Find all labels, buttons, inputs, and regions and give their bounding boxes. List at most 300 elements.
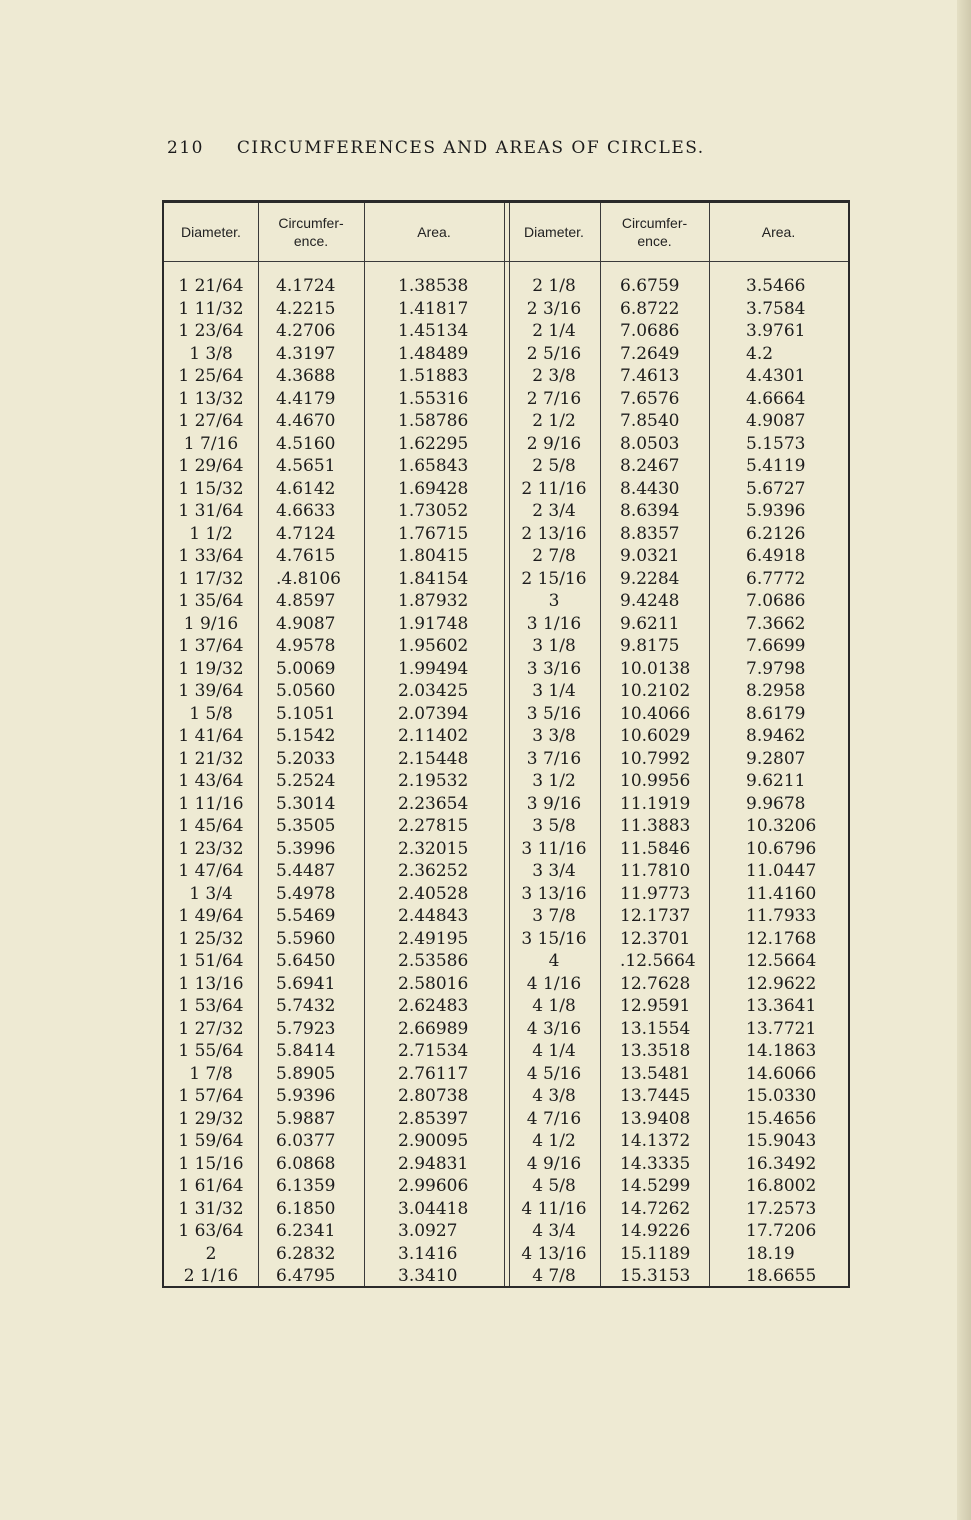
diameter-cell: 2 1/16 <box>183 1266 239 1286</box>
circumference-cell: 5.3505 <box>276 816 336 836</box>
circumference-cell: 8.8357 <box>620 523 680 544</box>
table-row <box>164 658 848 681</box>
table-row <box>164 1265 848 1288</box>
diameter-cell: 3 3/8 <box>532 726 576 746</box>
circumference-cell: 5.1051 <box>276 703 336 724</box>
area-cell: 15.4656 <box>746 1108 817 1129</box>
diameter-cell: 1 59/64 <box>178 1131 244 1151</box>
circumference-cell: 5.0069 <box>276 658 336 679</box>
area-cell: 7.9798 <box>746 658 806 679</box>
table-row <box>164 1153 848 1176</box>
page-header <box>167 138 705 158</box>
circumference-cell: 4.2706 <box>276 321 336 341</box>
diameter-cell: 1 25/32 <box>178 928 244 949</box>
circumference-cell: 6.0377 <box>276 1131 336 1151</box>
area-cell: 3.3410 <box>398 1266 458 1286</box>
diameter-cell: 4 3/16 <box>526 1018 582 1039</box>
table-row <box>164 1018 848 1041</box>
diameter-cell: 3 7/16 <box>526 748 582 769</box>
diameter-cell: 2 1/4 <box>532 321 576 341</box>
diameter-cell: 3 11/16 <box>521 838 587 859</box>
area-cell: 16.3492 <box>746 1153 817 1174</box>
circumference-cell: 12.1737 <box>620 906 691 926</box>
diameter-cell: 1 23/32 <box>178 838 244 859</box>
circumference-cell: 7.8540 <box>620 411 680 431</box>
diameter-cell: 1 47/64 <box>178 861 244 881</box>
diameter-cell: 3 15/16 <box>521 928 587 949</box>
table-row <box>164 1063 848 1086</box>
diameter-cell: 1 61/64 <box>178 1176 244 1196</box>
diameter-cell: 1 9/16 <box>183 613 239 634</box>
area-cell: 7.6699 <box>746 636 806 656</box>
circumference-cell: 8.0503 <box>620 433 680 454</box>
table-row <box>164 1108 848 1131</box>
area-cell: 8.2958 <box>746 681 806 701</box>
diameter-cell: 4 1/8 <box>532 996 576 1016</box>
diameter-cell: 1 5/8 <box>189 703 233 724</box>
circumference-cell: .12.5664 <box>620 951 696 971</box>
area-cell: 1.41817 <box>398 298 469 319</box>
area-cell: 9.6211 <box>746 771 806 791</box>
area-cell: 4.9087 <box>746 411 806 431</box>
area-cell: 15.0330 <box>746 1086 817 1106</box>
diameter-cell: 4 5/16 <box>526 1063 582 1084</box>
diameter-cell: 2 3/8 <box>532 366 576 386</box>
circles-table <box>162 200 850 1288</box>
table-row <box>164 725 848 748</box>
circumference-cell: 8.2467 <box>620 456 680 476</box>
circumference-cell: 5.7923 <box>276 1018 336 1039</box>
diameter-cell: 4 7/8 <box>532 1266 576 1286</box>
table-row <box>164 410 848 433</box>
area-cell: 1.55316 <box>398 388 469 409</box>
circumference-cell: 12.9591 <box>620 996 691 1016</box>
diameter-cell: 1 35/64 <box>178 591 244 611</box>
diameter-cell: 2 <box>205 1243 217 1264</box>
circumference-cell: 13.5481 <box>620 1063 691 1084</box>
header-circumference-line2: ence. <box>293 233 329 249</box>
table-row <box>164 928 848 951</box>
area-cell: 1.58786 <box>398 411 469 431</box>
header-area-right: Area. <box>761 224 796 240</box>
area-cell: 5.9396 <box>746 501 806 521</box>
area-cell: 2.85397 <box>398 1108 469 1129</box>
circumference-cell: 14.9226 <box>620 1221 691 1241</box>
circumference-cell: 11.3883 <box>620 816 691 836</box>
area-cell: 2.94831 <box>398 1153 469 1174</box>
circumference-cell: 5.0560 <box>276 681 336 701</box>
area-cell: 18.6655 <box>746 1266 817 1286</box>
diameter-cell: 2 15/16 <box>521 568 587 589</box>
circumference-cell: 4.4670 <box>276 411 336 431</box>
area-cell: 13.7721 <box>746 1018 817 1039</box>
area-cell: 2.32015 <box>398 838 469 859</box>
diameter-cell: 1 39/64 <box>178 681 244 701</box>
circumference-cell: 5.9396 <box>276 1086 336 1106</box>
area-cell: 7.0686 <box>746 591 806 611</box>
header-rule <box>164 261 848 262</box>
diameter-cell: 3 1/2 <box>532 771 576 791</box>
header-circumference-left <box>258 203 364 261</box>
table-row <box>164 1040 848 1063</box>
circumference-cell: 8.4430 <box>620 478 680 499</box>
table-row <box>164 365 848 388</box>
diameter-cell: 2 11/16 <box>521 478 587 499</box>
diameter-cell: 2 3/16 <box>526 298 582 319</box>
diameter-cell: 4 1/2 <box>532 1131 576 1151</box>
circumference-cell: 9.8175 <box>620 636 680 656</box>
circumference-cell: 12.3701 <box>620 928 691 949</box>
diameter-cell: 1 63/64 <box>178 1221 244 1241</box>
diameter-cell: 1 29/32 <box>178 1108 244 1129</box>
diameter-cell: 1 49/64 <box>178 906 244 926</box>
area-cell: 2.58016 <box>398 973 469 994</box>
diameter-cell: 1 43/64 <box>178 771 244 791</box>
circumference-cell: 4.6142 <box>276 478 336 499</box>
area-cell: 11.0447 <box>746 861 817 881</box>
diameter-cell: 1 37/64 <box>178 636 244 656</box>
table-row <box>164 523 848 546</box>
area-cell: 12.5664 <box>746 951 817 971</box>
area-cell: 7.3662 <box>746 613 806 634</box>
circumference-cell: 5.5960 <box>276 928 336 949</box>
area-cell: 3.04418 <box>398 1198 469 1219</box>
circumference-cell: 10.2102 <box>620 681 691 701</box>
diameter-cell: 1 3/4 <box>189 883 233 904</box>
table-row <box>164 838 848 861</box>
circumference-cell: 5.4487 <box>276 861 336 881</box>
area-cell: 2.62483 <box>398 996 469 1016</box>
area-cell: 4.4301 <box>746 366 806 386</box>
circumference-cell: 5.6450 <box>276 951 336 971</box>
area-cell: 5.4119 <box>746 456 806 476</box>
table-row <box>164 680 848 703</box>
circumference-cell: 15.3153 <box>620 1266 691 1286</box>
diameter-cell: 1 11/32 <box>178 298 244 319</box>
area-cell: 2.76117 <box>398 1063 469 1084</box>
table-row <box>164 298 848 321</box>
area-cell: 2.49195 <box>398 928 469 949</box>
area-cell: 2.36252 <box>398 861 469 881</box>
header-diameter-left: Diameter. <box>181 224 241 240</box>
diameter-cell: 4 7/16 <box>526 1108 582 1129</box>
table-row <box>164 815 848 838</box>
circumference-cell: 7.6576 <box>620 388 680 409</box>
diameter-cell: 1 51/64 <box>178 951 244 971</box>
circumference-cell: 7.2649 <box>620 343 680 364</box>
table-row <box>164 1243 848 1266</box>
diameter-cell: 2 1/8 <box>532 276 576 296</box>
diameter-cell: 1 21/64 <box>178 276 244 296</box>
diameter-cell: 1 31/64 <box>178 501 244 521</box>
diameter-cell: 4 1/16 <box>526 973 582 994</box>
diameter-cell: 3 1/8 <box>532 636 576 656</box>
diameter-cell: 4 <box>548 951 560 971</box>
diameter-cell: 4 3/8 <box>532 1086 576 1106</box>
diameter-cell: 2 5/16 <box>526 343 582 364</box>
diameter-cell: 1 57/64 <box>178 1086 244 1106</box>
area-cell: 1.84154 <box>398 568 469 589</box>
diameter-cell: 1 53/64 <box>178 996 244 1016</box>
area-cell: 1.87932 <box>398 591 469 611</box>
table-row <box>164 793 848 816</box>
diameter-cell: 2 3/4 <box>532 501 576 521</box>
header-diameter-right: Diameter. <box>524 224 584 240</box>
table-row <box>164 388 848 411</box>
table-row <box>164 1085 848 1108</box>
header-circumference-right <box>600 203 709 261</box>
table-row <box>164 500 848 523</box>
area-cell: 3.0927 <box>398 1221 458 1241</box>
area-cell: 2.07394 <box>398 703 469 724</box>
circumference-cell: 5.6941 <box>276 973 336 994</box>
area-cell: 8.6179 <box>746 703 806 724</box>
circumference-cell: .4.8106 <box>276 568 341 589</box>
area-cell: 1.48489 <box>398 343 469 364</box>
diameter-cell: 4 13/16 <box>521 1243 587 1264</box>
diameter-cell: 1 17/32 <box>178 568 244 589</box>
circumference-cell: 13.3518 <box>620 1041 691 1061</box>
area-cell: 10.3206 <box>746 816 817 836</box>
diameter-cell: 3 5/8 <box>532 816 576 836</box>
circumference-cell: 7.4613 <box>620 366 680 386</box>
circumference-cell: 11.5846 <box>620 838 691 859</box>
page-title: CIRCUMFERENCES AND AREAS OF CIRCLES. <box>236 138 705 158</box>
area-cell: 3.9761 <box>746 321 806 341</box>
circumference-cell: 6.6759 <box>620 276 680 296</box>
area-cell: 16.8002 <box>746 1176 817 1196</box>
diameter-cell: 3 3/16 <box>526 658 582 679</box>
area-cell: 1.80415 <box>398 546 469 566</box>
circumference-cell: 6.0868 <box>276 1153 336 1174</box>
diameter-cell: 2 1/2 <box>532 411 576 431</box>
area-cell: 13.3641 <box>746 996 817 1016</box>
area-cell: 1.51883 <box>398 366 469 386</box>
table-row <box>164 973 848 996</box>
diameter-cell: 1 21/32 <box>178 748 244 769</box>
circumference-cell: 4.9578 <box>276 636 336 656</box>
area-cell: 2.90095 <box>398 1131 469 1151</box>
diameter-cell: 1 15/32 <box>178 478 244 499</box>
table-row <box>164 905 848 928</box>
diameter-cell: 1 13/32 <box>178 388 244 409</box>
area-cell: 17.7206 <box>746 1221 817 1241</box>
area-cell: 2.99606 <box>398 1176 469 1196</box>
circumference-cell: 4.7615 <box>276 546 336 566</box>
circumference-cell: 5.4978 <box>276 883 336 904</box>
area-cell: 2.66989 <box>398 1018 469 1039</box>
diameter-cell: 3 <box>548 591 560 611</box>
area-cell: 2.03425 <box>398 681 469 701</box>
circumference-cell: 10.0138 <box>620 658 691 679</box>
area-cell: 3.1416 <box>398 1243 458 1264</box>
circumference-cell: 14.7262 <box>620 1198 691 1219</box>
circumference-cell: 5.8905 <box>276 1063 336 1084</box>
circumference-cell: 10.7992 <box>620 748 691 769</box>
table-row <box>164 995 848 1018</box>
circumference-cell: 9.0321 <box>620 546 680 566</box>
diameter-cell: 3 7/8 <box>532 906 576 926</box>
table-row <box>164 635 848 658</box>
area-cell: 1.95602 <box>398 636 469 656</box>
circumference-cell: 4.3197 <box>276 343 336 364</box>
diameter-cell: 4 5/8 <box>532 1176 576 1196</box>
diameter-cell: 2 13/16 <box>521 523 587 544</box>
diameter-cell: 1 3/8 <box>189 343 233 364</box>
area-cell: 2.40528 <box>398 883 469 904</box>
circumference-cell: 13.1554 <box>620 1018 691 1039</box>
circumference-cell: 6.8722 <box>620 298 680 319</box>
diameter-cell: 3 1/16 <box>526 613 582 634</box>
circumference-cell: 8.6394 <box>620 501 680 521</box>
diameter-cell: 4 11/16 <box>521 1198 587 1219</box>
table-row <box>164 275 848 298</box>
table-row <box>164 433 848 456</box>
diameter-cell: 1 13/16 <box>178 973 244 994</box>
diameter-cell: 4 9/16 <box>526 1153 582 1174</box>
table-row <box>164 343 848 366</box>
table-row <box>164 568 848 591</box>
diameter-cell: 4 1/4 <box>532 1041 576 1061</box>
circumference-cell: 5.2524 <box>276 771 336 791</box>
diameter-cell: 1 27/32 <box>178 1018 244 1039</box>
circumference-cell: 14.3335 <box>620 1153 691 1174</box>
area-cell: 12.1768 <box>746 928 817 949</box>
area-cell: 2.44843 <box>398 906 469 926</box>
circumference-cell: 15.1189 <box>620 1243 691 1264</box>
area-cell: 11.4160 <box>746 883 817 904</box>
area-cell: 4.6664 <box>746 388 806 409</box>
area-cell: 2.53586 <box>398 951 469 971</box>
circumference-cell: 4.4179 <box>276 388 336 409</box>
circumference-cell: 10.6029 <box>620 726 691 746</box>
area-cell: 2.15448 <box>398 748 469 769</box>
circumference-cell: 7.0686 <box>620 321 680 341</box>
area-cell: 1.99494 <box>398 658 469 679</box>
area-cell: 2.23654 <box>398 793 469 814</box>
circumference-cell: 6.2832 <box>276 1243 336 1264</box>
diameter-cell: 1 15/16 <box>178 1153 244 1174</box>
area-cell: 6.2126 <box>746 523 806 544</box>
diameter-cell: 4 3/4 <box>532 1221 576 1241</box>
diameter-cell: 1 23/64 <box>178 321 244 341</box>
circumference-cell: 4.2215 <box>276 298 336 319</box>
circumference-cell: 14.1372 <box>620 1131 691 1151</box>
header-circumference-line1: Circumfer- <box>278 215 344 231</box>
diameter-cell: 3 3/4 <box>532 861 576 881</box>
circumference-cell: 5.3014 <box>276 793 336 814</box>
diameter-cell: 3 13/16 <box>521 883 587 904</box>
diameter-cell: 1 31/32 <box>178 1198 244 1219</box>
circumference-cell: 4.5651 <box>276 456 336 476</box>
circumference-cell: 13.9408 <box>620 1108 691 1129</box>
area-cell: 5.1573 <box>746 433 806 454</box>
circumference-cell: 5.7432 <box>276 996 336 1016</box>
table-row <box>164 1130 848 1153</box>
circumference-cell: 11.9773 <box>620 883 691 904</box>
area-cell: 14.1863 <box>746 1041 817 1061</box>
area-cell: 11.7933 <box>746 906 817 926</box>
table-row <box>164 1220 848 1243</box>
circumference-cell: 6.1359 <box>276 1176 336 1196</box>
circumference-cell: 6.1850 <box>276 1198 336 1219</box>
header-circumference-line2: ence. <box>637 233 672 249</box>
table-row <box>164 1198 848 1221</box>
area-cell: 9.2807 <box>746 748 806 769</box>
table-row <box>164 320 848 343</box>
table-row <box>164 590 848 613</box>
circumference-cell: 10.4066 <box>620 703 691 724</box>
area-cell: 1.69428 <box>398 478 469 499</box>
diameter-cell: 1 29/64 <box>178 456 244 476</box>
diameter-cell: 1 55/64 <box>178 1041 244 1061</box>
diameter-cell: 3 5/16 <box>526 703 582 724</box>
page-number: 210 <box>167 138 204 158</box>
circumference-cell: 11.1919 <box>620 793 691 814</box>
area-cell: 2.71534 <box>398 1041 469 1061</box>
circumference-cell: 5.1542 <box>276 726 336 746</box>
table-row <box>164 478 848 501</box>
diameter-cell: 2 7/16 <box>526 388 582 409</box>
area-cell: 2.19532 <box>398 771 469 791</box>
circumference-cell: 14.5299 <box>620 1176 691 1196</box>
circumference-cell: 4.9087 <box>276 613 336 634</box>
area-cell: 2.27815 <box>398 816 469 836</box>
circumference-cell: 4.1724 <box>276 276 336 296</box>
table-row <box>164 455 848 478</box>
area-cell: 1.45134 <box>398 321 469 341</box>
circumference-cell: 9.6211 <box>620 613 680 634</box>
area-cell: 18.19 <box>746 1243 795 1264</box>
table-row <box>164 545 848 568</box>
diameter-cell: 1 1/2 <box>189 523 233 544</box>
diameter-cell: 2 5/8 <box>532 456 576 476</box>
area-cell: 3.5466 <box>746 276 806 296</box>
area-cell: 12.9622 <box>746 973 817 994</box>
circumference-cell: 4.8597 <box>276 591 336 611</box>
table-row <box>164 770 848 793</box>
area-cell: 8.9462 <box>746 726 806 746</box>
circumference-cell: 9.2284 <box>620 568 680 589</box>
area-cell: 1.62295 <box>398 433 469 454</box>
circumference-cell: 5.8414 <box>276 1041 336 1061</box>
table-row <box>164 1175 848 1198</box>
area-cell: 9.9678 <box>746 793 806 814</box>
circumference-cell: 4.5160 <box>276 433 336 454</box>
table-row <box>164 613 848 636</box>
diameter-cell: 1 33/64 <box>178 546 244 566</box>
area-cell: 6.4918 <box>746 546 806 566</box>
area-cell: 1.73052 <box>398 501 469 521</box>
header-circumference-line1: Circumfer- <box>621 215 688 231</box>
circumference-cell: 12.7628 <box>620 973 691 994</box>
area-cell: 4.2 <box>746 343 774 364</box>
circumference-cell: 4.3688 <box>276 366 336 386</box>
area-cell: 15.9043 <box>746 1131 817 1151</box>
diameter-cell: 1 7/8 <box>189 1063 233 1084</box>
circumference-cell: 5.3996 <box>276 838 336 859</box>
table-row <box>164 883 848 906</box>
circumference-cell: 13.7445 <box>620 1086 691 1106</box>
area-cell: 1.76715 <box>398 523 469 544</box>
diameter-cell: 1 11/16 <box>178 793 244 814</box>
diameter-cell: 2 7/8 <box>532 546 576 566</box>
table-row <box>164 860 848 883</box>
area-cell: 6.7772 <box>746 568 806 589</box>
area-cell: 1.91748 <box>398 613 469 634</box>
area-cell: 14.6066 <box>746 1063 817 1084</box>
diameter-cell: 1 45/64 <box>178 816 244 836</box>
